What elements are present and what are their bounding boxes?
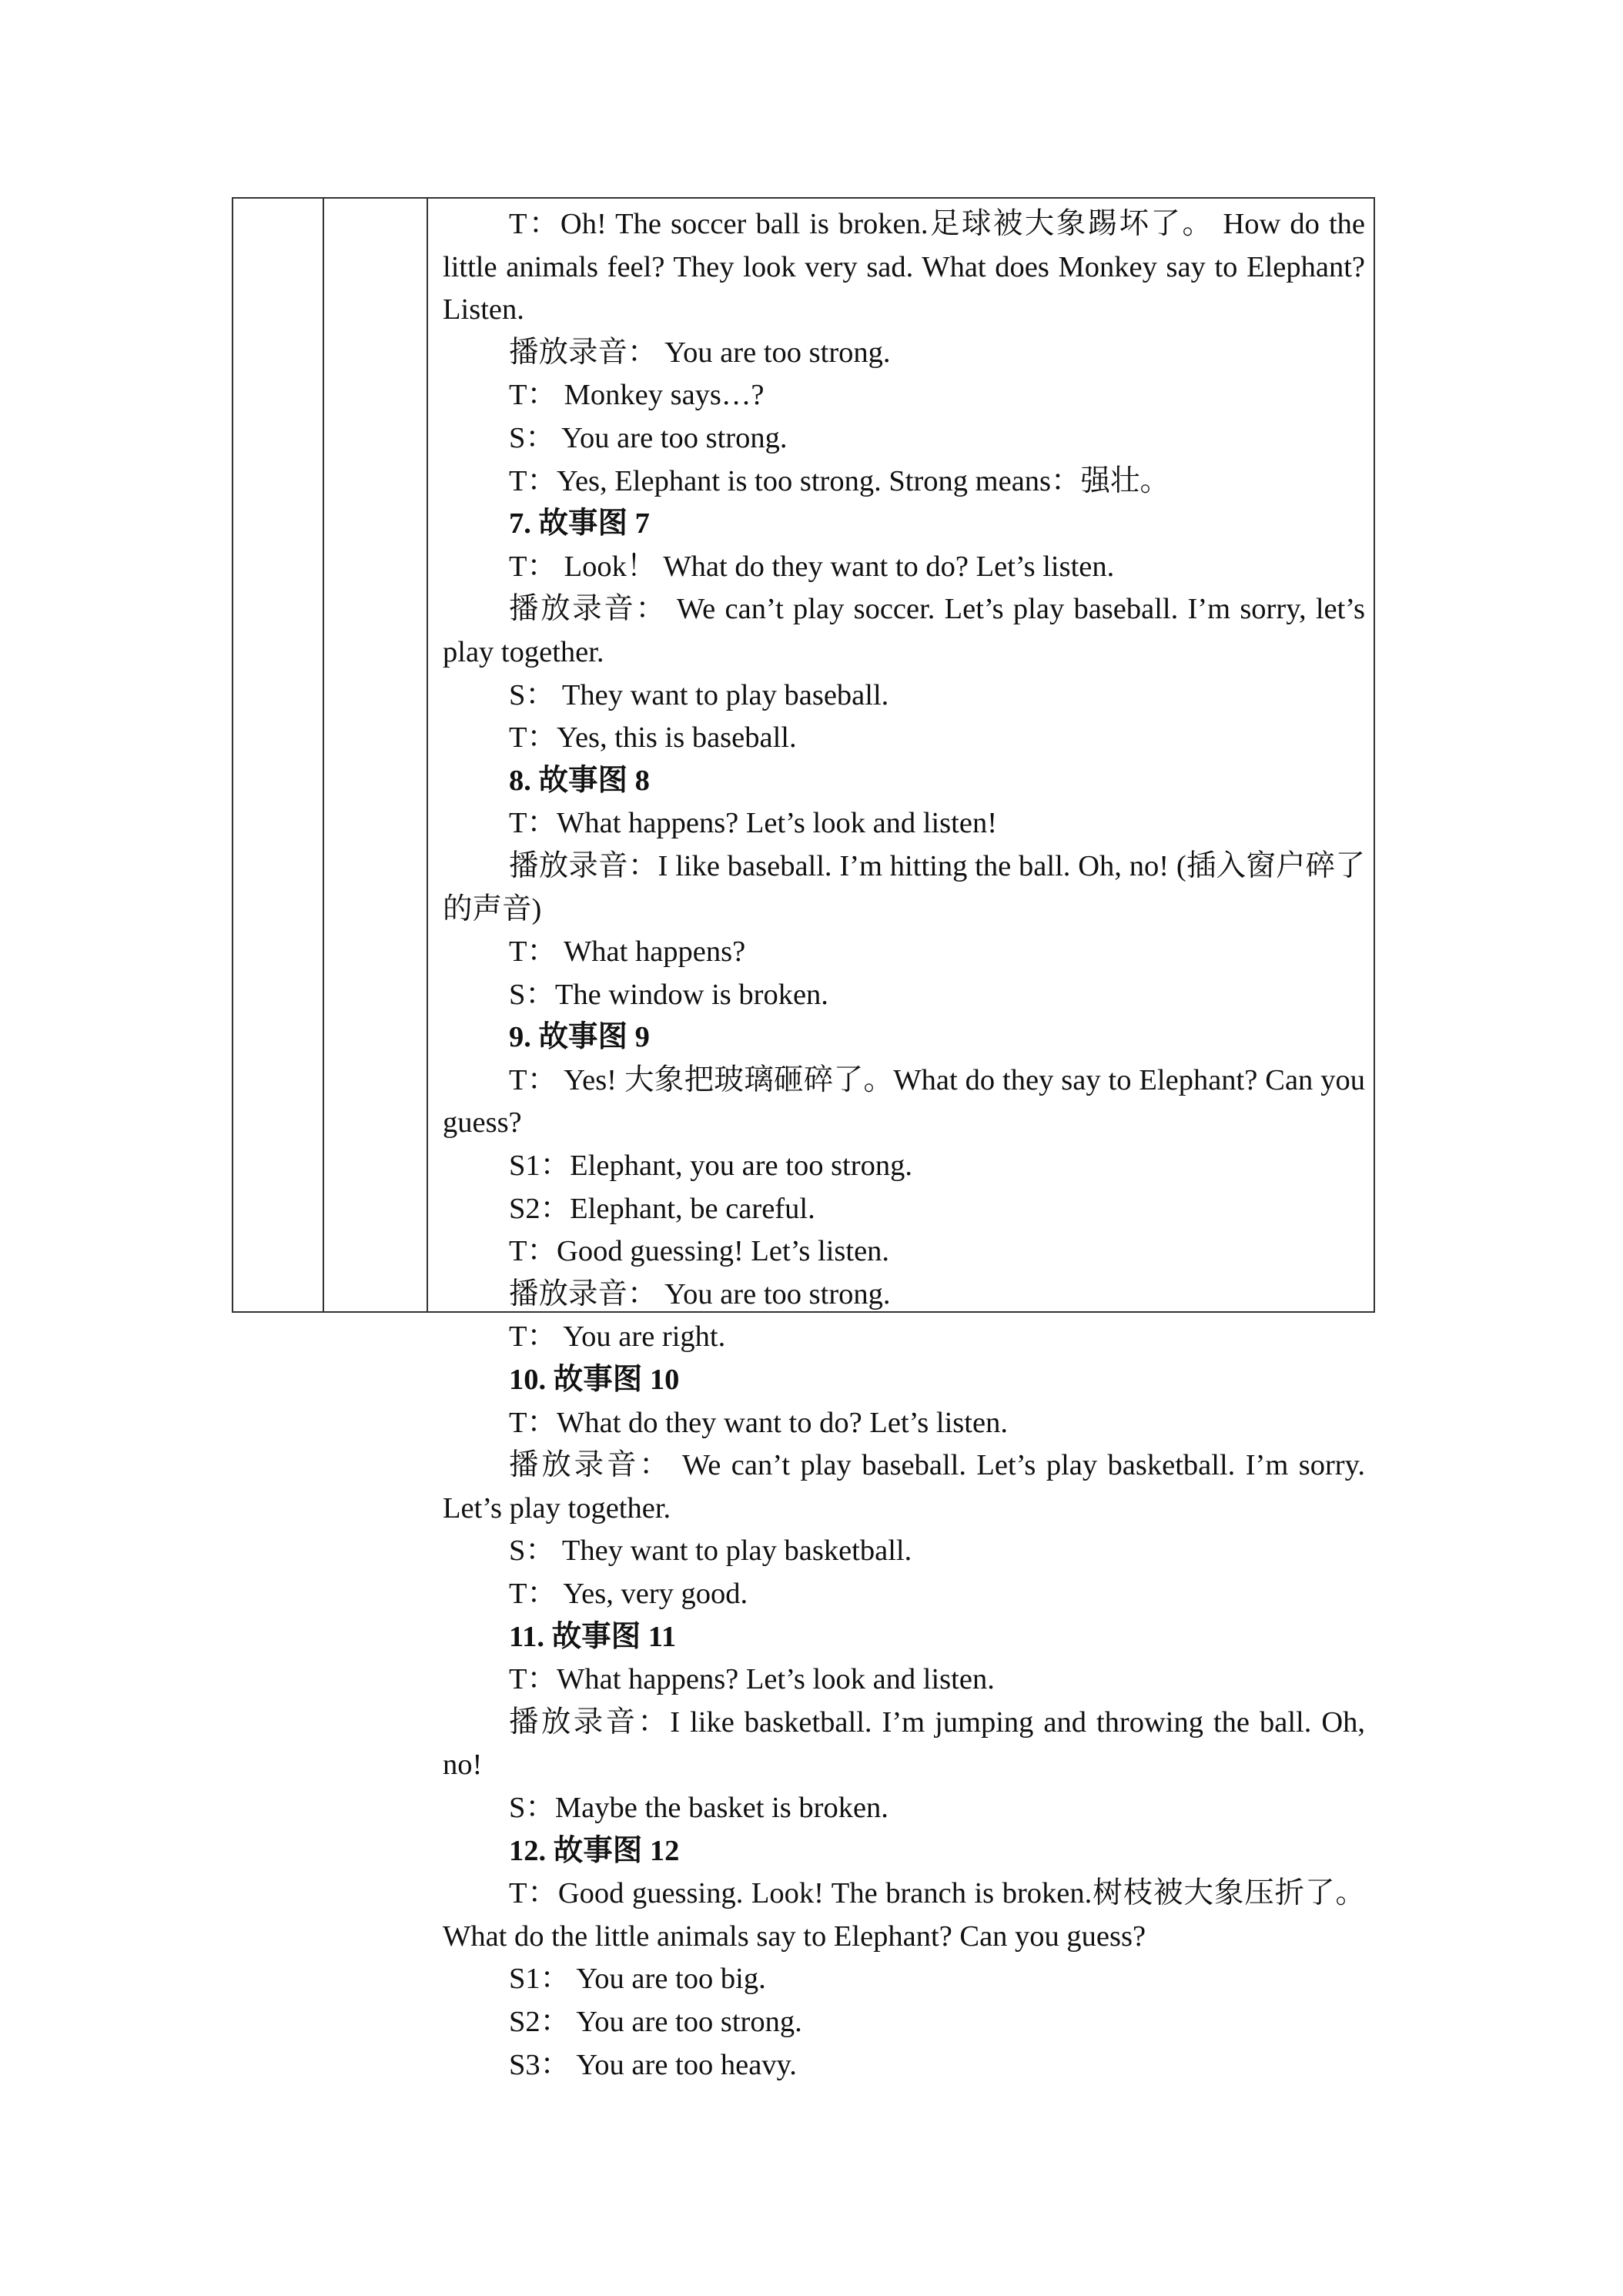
text-line: T：What happens? Let’s look and listen! xyxy=(509,807,998,840)
section-heading: 11. 故事图 11 xyxy=(509,1620,677,1653)
lesson-content-cell xyxy=(443,203,1365,2087)
text-line: S：The window is broken. xyxy=(509,978,828,1011)
section-heading: 8. 故事图 8 xyxy=(509,764,650,797)
text-line: T：What happens? Let’s look and listen. xyxy=(509,1663,995,1696)
text-line: S3： You are too heavy. xyxy=(509,2048,797,2081)
section-heading: 10. 故事图 10 xyxy=(509,1364,680,1397)
section-heading: 7. 故事图 7 xyxy=(509,507,650,541)
text-line: S：Maybe the basket is broken. xyxy=(509,1791,888,1824)
text-line: T： Look！ What do they want to do? Let’s listen. xyxy=(509,550,1115,583)
text-line: 播放录音： You are too strong. xyxy=(509,1277,891,1310)
text-line: S： They want to play baseball. xyxy=(509,678,889,711)
text-line: 播放录音：I like baseball. I’m hitting the ball. Oh, no! (插入窗户碎了的声音) xyxy=(443,849,1365,925)
text-line: S： You are too strong. xyxy=(509,421,788,454)
text-line: S1： You are too big. xyxy=(509,1963,766,1996)
lesson-table xyxy=(232,197,1375,2081)
text-line: S1：Elephant, you are too strong. xyxy=(509,1150,912,1183)
column-divider-2 xyxy=(427,199,428,1311)
text-line: T： You are right. xyxy=(509,1320,726,1354)
text-line: 播放录音： We can’t play baseball. Let’s play basketball. I’m sorry. Let’s play together. xyxy=(443,1449,1365,1525)
text-line: S2：Elephant, be careful. xyxy=(509,1192,815,1225)
text-line: S： They want to play basketball. xyxy=(509,1535,912,1568)
section-heading: 12. 故事图 12 xyxy=(509,1834,680,1867)
text-line: 播放录音：I like basketball. I’m jumping and throwing the ball. Oh, no! xyxy=(443,1705,1365,1782)
text-line: 播放录音： You are too strong. xyxy=(509,336,891,369)
text-line: T：Good guessing! Let’s listen. xyxy=(509,1235,890,1268)
text-line: 播放录音： We can’t play soccer. Let’s play baseball. I’m sorry, let’s play together. xyxy=(443,593,1365,668)
column-divider-1 xyxy=(323,199,324,1311)
text-line: T： Monkey says…? xyxy=(509,379,765,412)
text-line: S2： You are too strong. xyxy=(509,2005,802,2038)
text-line: T：Yes, this is baseball. xyxy=(509,721,797,755)
text-line: T：What do they want to do? Let’s listen. xyxy=(509,1406,1008,1439)
section-heading: 9. 故事图 9 xyxy=(509,1021,650,1054)
text-line: T：Good guessing. Look! The branch is broken.树枝被大象压折了。What do the little animals say to Elephant? Can you guess? xyxy=(443,1877,1365,1953)
text-line: T： What happens? xyxy=(509,935,746,969)
text-line: T： Yes! 大象把玻璃砸碎了。What do they say to Elephant? Can you guess? xyxy=(443,1063,1365,1140)
text-line: T：Yes, Elephant is too strong. Strong means：强壮。 xyxy=(509,464,1170,497)
text-line: T： Yes, very good. xyxy=(509,1578,748,1610)
text-line: T：Oh! The soccer ball is broken.足球被大象踢坏了。 How do the little animals feel? They look very sad. What does Monkey say to Elephant? Listen. xyxy=(443,208,1365,326)
